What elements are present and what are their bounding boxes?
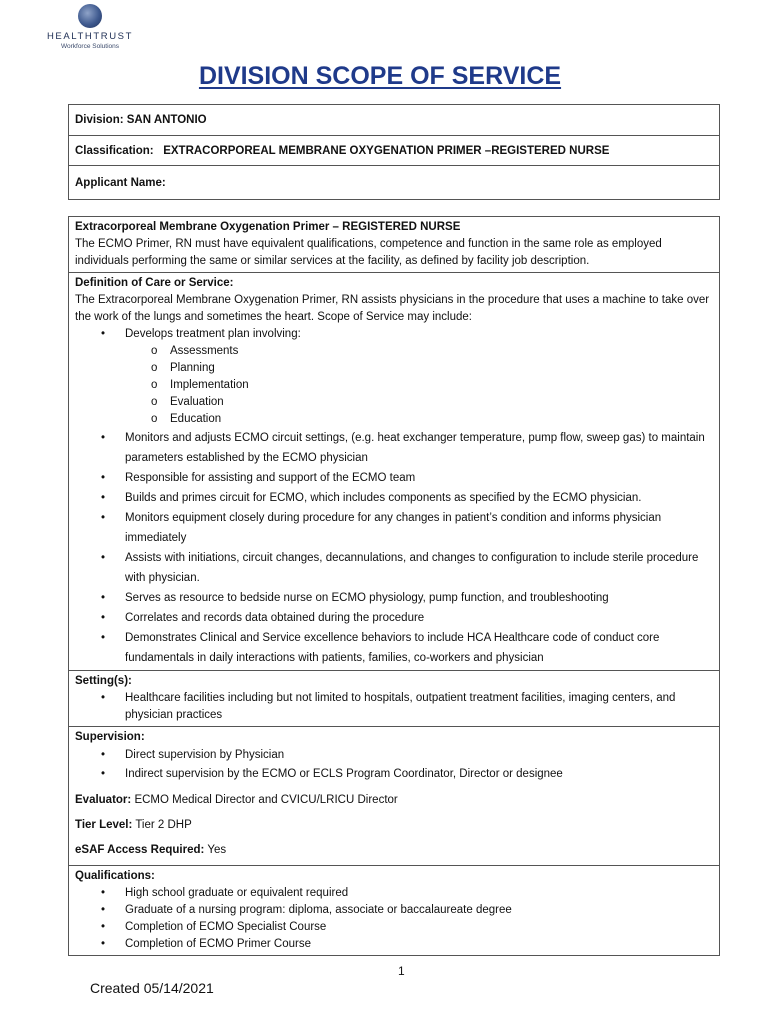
sub-list-item: o Assessments	[145, 343, 713, 360]
sub-list-item: o Evaluation	[145, 394, 713, 411]
definition-text: The Extracorporeal Membrane Oxygenation Primer, RN assists physicians in the procedure that uses a machine to take over the work of the lungs and sometimes the heart. Scope of Service may include:	[75, 294, 710, 323]
supervision-list	[101, 746, 713, 784]
settings-heading: Setting(s):	[75, 675, 132, 687]
list-item: • Completion of ECMO Specialist Course	[101, 919, 713, 936]
tier-line	[75, 813, 713, 838]
intro-text: The ECMO Primer, RN must have equivalent qualifications, competence and function in the same role as employed individuals performing the same or similar services at the facility, as defined by facility job description.	[75, 238, 662, 267]
list-item: • High school graduate or equivalent required	[101, 885, 713, 902]
scope-table	[68, 216, 720, 956]
list-item: • Graduate of a nursing program: diploma, associate or baccalaureate degree	[101, 902, 713, 919]
list-item: • Correlates and records data obtained during the procedure	[101, 608, 713, 628]
list-item: • Direct supervision by Physician	[101, 746, 713, 765]
evaluator-label: Evaluator:	[75, 794, 132, 806]
sub-list-item: o Education	[145, 411, 713, 428]
evaluator-line	[75, 788, 713, 813]
list-item: • Demonstrates Clinical and Service excellence behaviors to include HCA Healthcare code of conduct core fundamentals in daily interactions with patients, families, co-workers and physician	[101, 628, 713, 668]
qualifications-section	[69, 865, 719, 955]
settings-list	[101, 690, 713, 724]
supervision-heading: Supervision:	[75, 731, 145, 743]
list-item	[101, 326, 713, 428]
list-item: • Builds and primes circuit for ECMO, which includes components as specified by the ECMO physician.	[101, 488, 713, 508]
header-table	[68, 104, 720, 200]
definition-list	[101, 326, 713, 428]
classification-value: EXTRACORPOREAL MEMBRANE OXYGENATION PRIMER –REGISTERED NURSE	[163, 144, 610, 157]
list-item: • Assists with initiations, circuit changes, decannulations, and changes to configuration to include sterile procedure with physician.	[101, 548, 713, 588]
sub-list-item: o Implementation	[145, 377, 713, 394]
classification-label: Classification:	[75, 144, 154, 157]
esaf-line	[75, 838, 713, 863]
qualifications-heading: Qualifications:	[75, 870, 155, 882]
list-item: • Monitors and adjusts ECMO circuit settings, (e.g. heat exchanger temperature, pump flow, sweep gas) to maintain parameters established by the ECMO physician	[101, 428, 713, 468]
page-number: 1	[398, 964, 405, 978]
sub-list	[145, 343, 713, 428]
intro-heading: Extracorporeal Membrane Oxygenation Primer – REGISTERED NURSE	[75, 221, 461, 233]
healthtrust-logo	[38, 4, 142, 50]
list-item: • Serves as resource to bedside nurse on ECMO physiology, pump function, and troubleshooting	[101, 588, 713, 608]
definition-section	[69, 272, 719, 670]
applicant-label: Applicant Name:	[75, 176, 166, 189]
evaluator-value: ECMO Medical Director and CVICU/LRICU Director	[134, 794, 398, 806]
division-value: SAN ANTONIO	[126, 114, 207, 126]
esaf-value: Yes	[207, 844, 227, 856]
supervision-section	[69, 726, 719, 865]
esaf-label: eSAF Access Required:	[75, 844, 205, 856]
applicant-row	[69, 165, 719, 199]
list-item: • Healthcare facilities including but not limited to hospitals, outpatient treatment facilities, imaging centers, and physician practices	[101, 690, 713, 724]
logo-name: HEALTHTRUST	[46, 31, 134, 42]
sub-list-item: o Planning	[145, 360, 713, 377]
division-row	[69, 105, 719, 135]
bullet-text: Develops treatment plan involving:	[125, 328, 301, 340]
page-title	[0, 62, 760, 91]
list-item: • Responsible for assisting and support of the ECMO team	[101, 468, 713, 488]
definition-bullets	[101, 428, 713, 668]
qualifications-list	[101, 885, 713, 953]
logo-subtitle: Workforce Solutions	[60, 43, 120, 50]
settings-section	[69, 670, 719, 726]
list-item: • Monitors equipment closely during procedure for any changes in patient’s condition and informs physician immediately	[101, 508, 713, 548]
division-label: Division:	[75, 114, 124, 126]
page-title-text: DIVISION SCOPE OF SERVICE	[198, 62, 562, 90]
created-date: Created 05/14/2021	[90, 980, 214, 996]
list-item: • Completion of ECMO Primer Course	[101, 936, 713, 953]
tier-value: Tier 2 DHP	[135, 819, 192, 831]
definition-heading: Definition of Care or Service:	[75, 277, 234, 289]
classification-row	[69, 135, 719, 165]
intro-section	[69, 217, 719, 272]
globe-logo-icon	[78, 4, 102, 28]
list-item: • Indirect supervision by the ECMO or ECLS Program Coordinator, Director or designee	[101, 765, 713, 784]
tier-label: Tier Level:	[75, 819, 133, 831]
